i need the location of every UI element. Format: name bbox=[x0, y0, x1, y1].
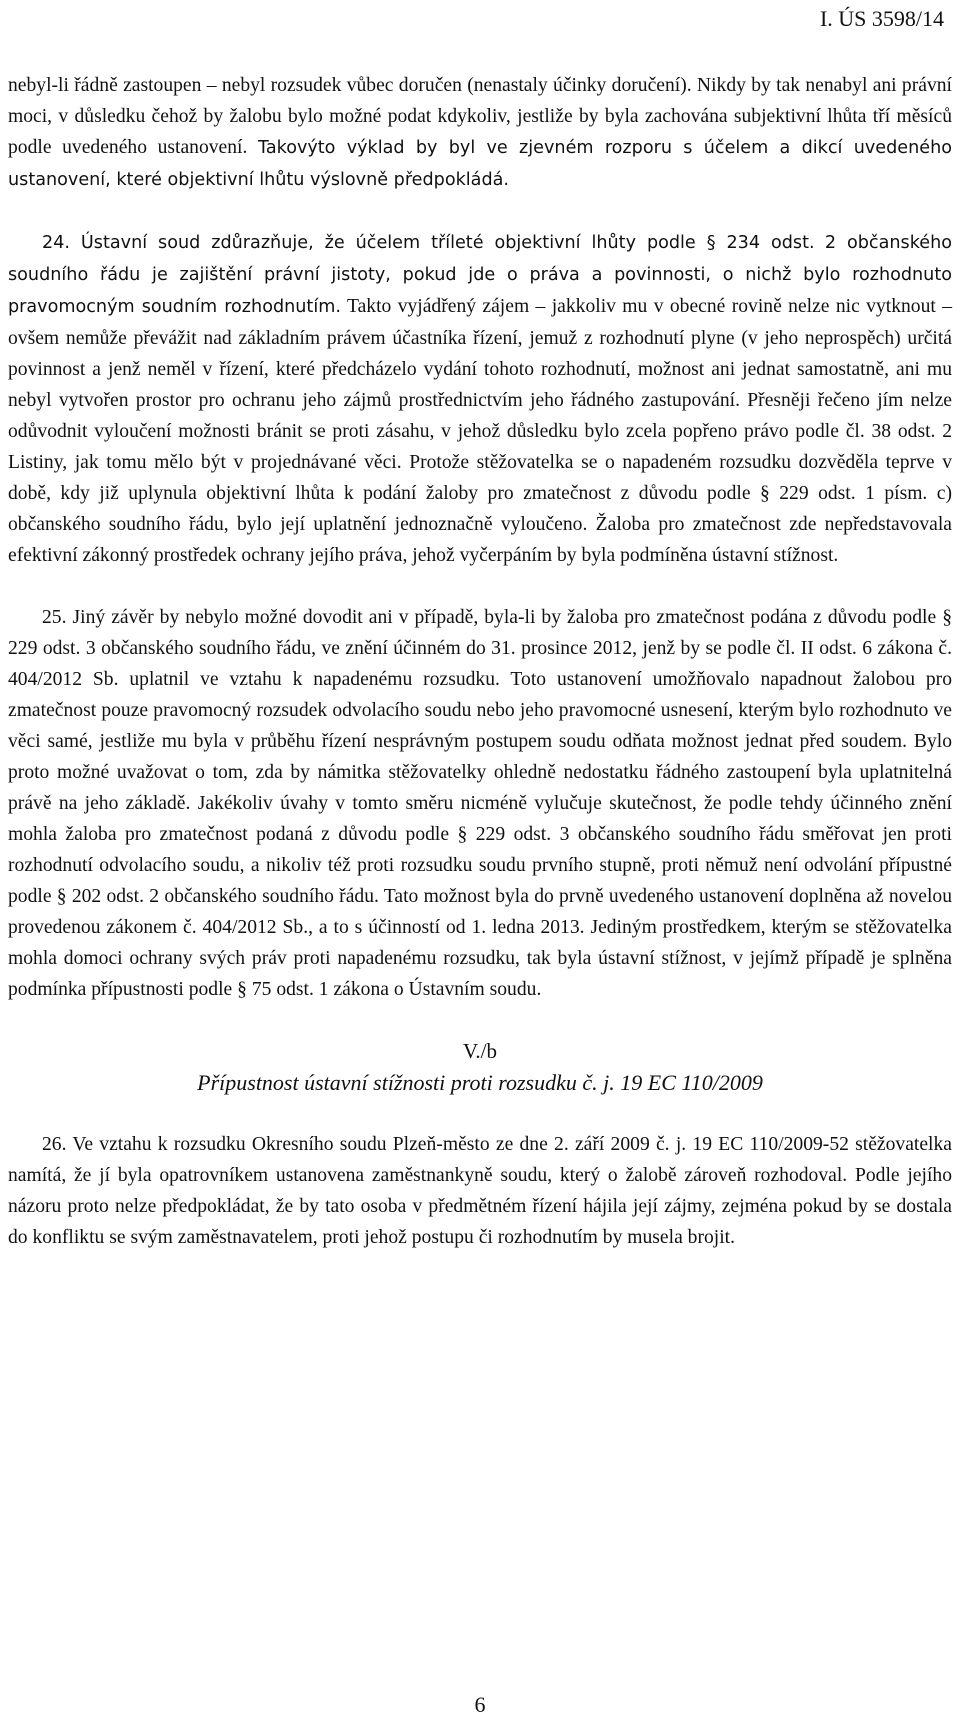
paragraph-25: 25. Jiný závěr by nebylo možné dovodit ani v případě, byla-li by žaloba pro zmatečnost podána z důvodu podle § 229 odst. 3 občanského soudního řádu, ve znění účinném do 31. prosince 2012, jenž by se podle čl. II odst. 6 zákona č. 404/2012 Sb. uplatnil ve vztahu k napadenému rozsudku. Toto ustanovení umožňovalo napadnout žalobou pro zmatečnost pouze pravomocný rozsudek odvolacího soudu nebo jeho pravomocné usnesení, kterým bylo rozhodnuto ve věci samé, jestliže mu byla v průběhu řízení nesprávným postupem soudu odňata možnost jednat před soudem. Bylo proto možné uvažovat o tom, zda by námitka stěžovatelky ohledně nedostatku řádného zastoupení byla uplatnitelná právě na jeho základě. Jakékoliv úvahy v tomto směru nicméně vylučuje skutečnost, že podle tehdy účinného znění mohla žaloba pro zmatečnost podaná z důvodu podle § 229 odst. 3 občanského soudního řádu směřovat jen proti rozhodnutí odvolacího soudu, a nikoliv též proti rozsudku soudu prvního stupně, proti němuž není odvolání přípustné podle § 202 odst. 2 občanského soudního řádu. Tato možnost byla do prvně uvedeného ustanovení doplněna až novelou provedenou zákonem č. 404/2012 Sb., a to s účinností od 1. ledna 2013. Jediným prostředkem, kterým se stěžovatelka mohla domoci ochrany svých práv proti napadenému rozsudku, tak byla ústavní stížnost, v jejímž případě je splněna podmínka přípustnosti podle § 75 odst. 1 zákona o Ústavním soudu. bbox=[8, 607, 952, 1000]
document-body bbox=[8, 70, 952, 1284]
paragraph-24-text-sans-2: 2 občanského soudního řádu je zajištění právní jistoty, pokud jde o práva a povinnosti, o nichž bylo rozhodnuto pravomocným soudním rozhodnutím. bbox=[8, 233, 952, 317]
paragraph-24-text-sans: 24. Ústavní soud zdůrazňuje, že účelem tříleté objektivní lhůty podle § 234 odst. bbox=[42, 233, 815, 253]
paragraph-continuation-text-sans: Takovýto výklad by byl ve zjevném rozporu s účelem a dikcí uvedeného ustanovení, které objektivní lhůtu výslovně předpokládá. bbox=[8, 138, 952, 190]
paragraph-24-text: Takto vyjádřený zájem – jakkoliv mu v obecné rovině nelze nic vytknout – ovšem nemůže převážit nad základním právem účastníka řízení, jemuž z rozhodnutí plyne (v jeho neprospěch) určitá povinnost a jenž neměl v řízení, které předcházelo vydání tohoto rozhodnutí, možnost ani jednat samostatně, ani mu nebyl vytvořen prostor pro ochranu jeho zájmů prostřednictvím jeho řádného zastupování. Přesněji řečeno jím nelze odůvodnit vyloučení možnosti bránit se proti zásahu, v jehož důsledku bylo zcela popřeno právo podle čl. 38 odst. 2 Listiny, jak tomu mělo být v projednávané věci. Protože stěžovatelka se o napadeném rozsudku dozvěděla teprve v době, kdy již uplynula objektivní lhůta k podání žaloby pro zmatečnost z důvodu podle § 229 odst. 1 písm. c) občanského soudního řádu, bylo její uplatnění jednoznačně vyloučeno. Žaloba pro zmatečnost zde nepředstavovala efektivní zákonný prostředek ochrany jejího práva, jehož vyčerpáním by byla podmíněna ústavní stížnost. bbox=[8, 296, 953, 566]
case-number-header: I. ÚS 3598/14 bbox=[819, 6, 944, 31]
section-title: Přípustnost ústavní stížnosti proti rozsudku č. j. 19 EC 110/2009 bbox=[197, 1070, 763, 1095]
section-heading bbox=[8, 1036, 952, 1098]
paragraph-continuation bbox=[8, 70, 952, 196]
section-number: V./b bbox=[462, 1039, 498, 1063]
paragraph-continuation-text: nebyl-li řádně zastoupen – nebyl rozsudek vůbec doručen (nenastaly účinky doručení). Nikdy by tak nenabyl ani právní moci, v důsledku čehož by žalobu bylo možné podat kdykoliv, jestliže by byla zachována subjektivní lhůta tří měsíců podle uvedeného ustanovení. bbox=[8, 75, 952, 158]
page-number: 6 bbox=[474, 1692, 486, 1717]
paragraph-24 bbox=[8, 227, 952, 571]
paragraph-26: 26. Ve vztahu k rozsudku Okresního soudu Plzeň-město ze dne 2. září 2009 č. j. 19 EC 110/2009-52 stěžovatelka namítá, že jí byla opatrovníkem ustanovena zaměstnankyně soudu, který o žalobě zároveň rozhodoval. Podle jejího názoru proto nelze předpokládat, že by tato osoba v předmětném řízení hájila její zájmy, zejména pokud by se dostala do konfliktu se svým zaměstnavatelem, proti jehož postupu či rozhodnutím by musela brojit. bbox=[8, 1134, 952, 1248]
